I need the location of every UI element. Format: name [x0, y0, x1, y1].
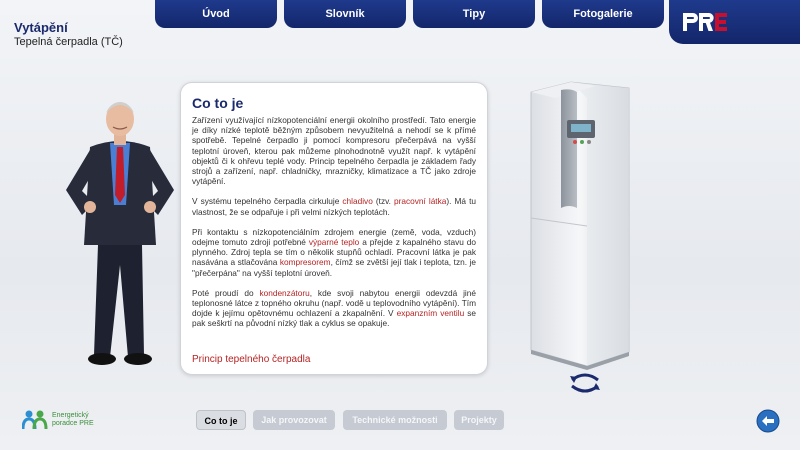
- highlighted-term: chladivo: [342, 196, 373, 207]
- pre-logo[interactable]: [669, 0, 800, 44]
- rotate-icon[interactable]: [568, 372, 602, 394]
- paragraph-text: , čímž se zvětší její tlak i teplota, tzn. je "přečerpána" na vyšší teplotní úroveň.: [192, 257, 476, 278]
- paragraph: [192, 288, 476, 329]
- advisor-people-icon: [22, 409, 48, 431]
- tab-co-to-je[interactable]: Co to je: [196, 410, 246, 430]
- paragraph-text: ). Má tu vlastnost, že se odpařuje i při velmi nízkých teplotách.: [192, 196, 476, 217]
- nav-tab-tipy[interactable]: Tipy: [413, 0, 535, 28]
- content-panel: [180, 82, 488, 375]
- page-header: [14, 20, 123, 48]
- paragraph-text: se pak seškrtí na původní nízký tlak a cyklus se opakuje.: [192, 308, 476, 329]
- back-arrow-icon[interactable]: [756, 409, 780, 433]
- advisor-logo-line2: poradce PRE: [52, 420, 94, 427]
- principle-link[interactable]: Princip tepelného čerpadla: [192, 354, 311, 365]
- nav-tab-slovnik[interactable]: Slovník: [284, 0, 406, 28]
- nav-tab-uvod[interactable]: Úvod: [155, 0, 277, 28]
- advisor-man-image: [60, 95, 180, 370]
- page-title: Vytápění: [14, 20, 68, 35]
- highlighted-term: výparné teplo: [308, 237, 360, 248]
- tab-jak-provozovat[interactable]: Jak provozovat: [253, 410, 335, 430]
- paragraph: [192, 196, 476, 216]
- paragraph-text: (tzv.: [372, 196, 394, 207]
- energy-advisor-logo[interactable]: [22, 409, 94, 431]
- paragraph-text: Poté proudí do: [192, 287, 260, 298]
- section-heading: Co to je: [192, 95, 244, 111]
- pre-logo-mark: [681, 11, 729, 33]
- paragraph-text: Při kontaktu s nízkopotenciálním zdrojem energie (země, voda, vzduch) odejme tomuto zdroji potřebné: [192, 226, 476, 248]
- highlighted-term: expanzním ventilu: [396, 308, 465, 319]
- tab-projekty[interactable]: Projekty: [454, 410, 504, 430]
- tab-technicke-moznosti[interactable]: Technické možnosti: [343, 410, 447, 430]
- page-subtitle: Tepelná čerpadla (TČ): [14, 36, 123, 48]
- advisor-logo-line1: Energetický: [52, 412, 89, 419]
- top-nav: [155, 0, 664, 28]
- paragraph-text: , kde svoji nabytou energii odevzdá jiné teplonosné látce z topného okruhu (např. vodě u teplovodního vytápění). Tím dojde k jejímu opětovnému ochlazení a zkapalnění. V: [192, 287, 476, 319]
- highlighted-term: pracovní látka: [393, 196, 447, 207]
- heat-pump-image: [525, 80, 635, 370]
- highlighted-term: kompresorem: [279, 257, 331, 268]
- nav-tab-fotogalerie[interactable]: Fotogalerie: [542, 0, 664, 28]
- paragraph: [192, 227, 476, 278]
- paragraph: [192, 115, 476, 186]
- paragraph-text: a přejde z kapalného stavu do plynného. Zdroj tepla se tím o několik stupňů ochladí. Pracovní látka je pak nasávána a stlačována: [192, 237, 476, 268]
- paragraph-text: Zařízení využívající nízkopotenciální energii okolního prostředí. Tato energie je díky nízké teplotě běžným způsobem nevyužitelná a nehodí se k přímé spotřebě. Tepelné čerpadlo ji pomocí kompresoru přečerpává na vyšší teplotní úroveň, kterou pak můžeme plnohodnotně využít např. k vytápění objektů či k ohřevu teplé vody. Princip tepelného čerpadla je základem řady strojů a zařízení, např. chladničky, mrazničky, klimatizace a TČ jako zdroje vytápění.: [192, 115, 476, 187]
- paragraph-text: V systému tepelného čerpadla cirkuluje: [192, 196, 343, 207]
- highlighted-term: kondenzátoru: [259, 287, 310, 298]
